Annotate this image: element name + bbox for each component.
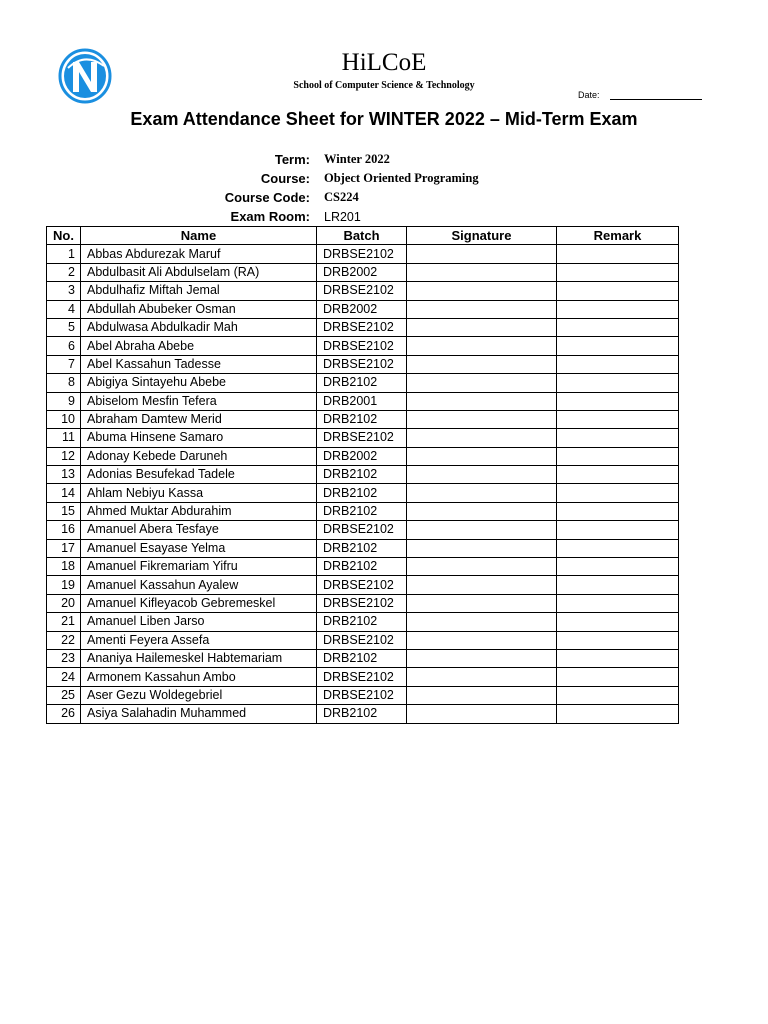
signature-cell bbox=[407, 355, 557, 373]
student-name: Amanuel Fikremariam Yifru bbox=[81, 558, 317, 576]
remark-cell bbox=[557, 668, 679, 686]
table-row bbox=[47, 558, 679, 576]
table-row bbox=[47, 484, 679, 502]
signature-cell bbox=[407, 447, 557, 465]
signature-cell bbox=[407, 521, 557, 539]
row-number: 2 bbox=[47, 263, 81, 281]
row-number: 14 bbox=[47, 484, 81, 502]
student-batch: DRB2102 bbox=[317, 466, 407, 484]
meta-label: Course: bbox=[260, 171, 310, 186]
student-batch: DRBSE2102 bbox=[317, 355, 407, 373]
student-batch: DRB2002 bbox=[317, 447, 407, 465]
student-name: Abel Abraha Abebe bbox=[81, 337, 317, 355]
row-number: 10 bbox=[47, 410, 81, 428]
student-name: Aser Gezu Woldegebriel bbox=[81, 686, 317, 704]
row-number: 3 bbox=[47, 282, 81, 300]
remark-cell bbox=[557, 374, 679, 392]
student-batch: DRB2001 bbox=[317, 392, 407, 410]
student-name: Abdullah Abubeker Osman bbox=[81, 300, 317, 318]
remark-cell bbox=[557, 539, 679, 557]
row-number: 18 bbox=[47, 558, 81, 576]
table-row bbox=[47, 502, 679, 520]
student-batch: DRB2102 bbox=[317, 484, 407, 502]
student-batch: DRBSE2102 bbox=[317, 576, 407, 594]
row-number: 19 bbox=[47, 576, 81, 594]
signature-cell bbox=[407, 705, 557, 723]
signature-cell bbox=[407, 502, 557, 520]
row-number: 1 bbox=[47, 245, 81, 263]
signature-cell bbox=[407, 668, 557, 686]
signature-cell bbox=[407, 558, 557, 576]
remark-cell bbox=[557, 355, 679, 373]
row-number: 4 bbox=[47, 300, 81, 318]
student-batch: DRB2002 bbox=[317, 300, 407, 318]
signature-cell bbox=[407, 337, 557, 355]
student-name: Amanuel Liben Jarso bbox=[81, 613, 317, 631]
student-batch: DRB2102 bbox=[317, 502, 407, 520]
row-number: 15 bbox=[47, 502, 81, 520]
row-number: 13 bbox=[47, 466, 81, 484]
row-number: 8 bbox=[47, 374, 81, 392]
student-name: Abuma Hinsene Samaro bbox=[81, 429, 317, 447]
student-name: Abbas Abdurezak Maruf bbox=[81, 245, 317, 263]
remark-cell bbox=[557, 686, 679, 704]
remark-cell bbox=[557, 594, 679, 612]
table-row bbox=[47, 318, 679, 336]
remark-cell bbox=[557, 282, 679, 300]
row-number: 21 bbox=[47, 613, 81, 631]
date-field bbox=[578, 90, 702, 100]
signature-cell bbox=[407, 594, 557, 612]
signature-cell bbox=[407, 631, 557, 649]
column-header-no: No. bbox=[47, 227, 81, 245]
student-batch: DRB2102 bbox=[317, 613, 407, 631]
column-header-remark: Remark bbox=[557, 227, 679, 245]
row-number: 9 bbox=[47, 392, 81, 410]
student-name: Adonay Kebede Daruneh bbox=[81, 447, 317, 465]
table-body bbox=[47, 245, 679, 723]
meta-value: Object Oriented Programing bbox=[324, 171, 479, 185]
column-header-name: Name bbox=[81, 227, 317, 245]
signature-cell bbox=[407, 374, 557, 392]
signature-cell bbox=[407, 318, 557, 336]
remark-cell bbox=[557, 576, 679, 594]
meta-value: LR201 bbox=[324, 209, 361, 224]
meta-course bbox=[150, 169, 550, 188]
table-row bbox=[47, 245, 679, 263]
remark-cell bbox=[557, 484, 679, 502]
remark-cell bbox=[557, 705, 679, 723]
student-name: Ananiya Hailemeskel Habtemariam bbox=[81, 649, 317, 667]
table-row bbox=[47, 521, 679, 539]
remark-cell bbox=[557, 263, 679, 281]
student-batch: DRB2102 bbox=[317, 558, 407, 576]
student-batch: DRBSE2102 bbox=[317, 282, 407, 300]
student-name: Abdulbasit Ali Abdulselam (RA) bbox=[81, 263, 317, 281]
remark-cell bbox=[557, 447, 679, 465]
student-batch: DRB2102 bbox=[317, 374, 407, 392]
row-number: 12 bbox=[47, 447, 81, 465]
table-row bbox=[47, 594, 679, 612]
table-row bbox=[47, 668, 679, 686]
table-row bbox=[47, 392, 679, 410]
student-name: Abdulhafiz Miftah Jemal bbox=[81, 282, 317, 300]
table-row bbox=[47, 337, 679, 355]
student-name: Abiselom Mesfin Tefera bbox=[81, 392, 317, 410]
column-header-signature: Signature bbox=[407, 227, 557, 245]
remark-cell bbox=[557, 245, 679, 263]
row-number: 11 bbox=[47, 429, 81, 447]
signature-cell bbox=[407, 613, 557, 631]
signature-cell bbox=[407, 539, 557, 557]
student-batch: DRBSE2102 bbox=[317, 594, 407, 612]
student-batch: DRB2102 bbox=[317, 410, 407, 428]
student-name: Abdulwasa Abdulkadir Mah bbox=[81, 318, 317, 336]
signature-cell bbox=[407, 484, 557, 502]
student-batch: DRBSE2102 bbox=[317, 337, 407, 355]
remark-cell bbox=[557, 502, 679, 520]
student-batch: DRBSE2102 bbox=[317, 318, 407, 336]
row-number: 6 bbox=[47, 337, 81, 355]
signature-cell bbox=[407, 429, 557, 447]
student-name: Amanuel Esayase Yelma bbox=[81, 539, 317, 557]
row-number: 16 bbox=[47, 521, 81, 539]
remark-cell bbox=[557, 466, 679, 484]
table-row bbox=[47, 613, 679, 631]
remark-cell bbox=[557, 410, 679, 428]
table-row bbox=[47, 686, 679, 704]
meta-label: Exam Room: bbox=[230, 209, 310, 224]
student-batch: DRB2102 bbox=[317, 649, 407, 667]
student-name: Adonias Besufekad Tadele bbox=[81, 466, 317, 484]
table-row bbox=[47, 410, 679, 428]
table-row bbox=[47, 466, 679, 484]
student-batch: DRB2102 bbox=[317, 705, 407, 723]
student-batch: DRB2002 bbox=[317, 263, 407, 281]
table-header-row bbox=[47, 227, 679, 245]
table-row bbox=[47, 576, 679, 594]
student-name: Ahmed Muktar Abdurahim bbox=[81, 502, 317, 520]
student-batch: DRBSE2102 bbox=[317, 631, 407, 649]
remark-cell bbox=[557, 649, 679, 667]
signature-cell bbox=[407, 282, 557, 300]
student-name: Amanuel Kifleyacob Gebremeskel bbox=[81, 594, 317, 612]
remark-cell bbox=[557, 392, 679, 410]
student-batch: DRBSE2102 bbox=[317, 668, 407, 686]
signature-cell bbox=[407, 300, 557, 318]
table-row bbox=[47, 374, 679, 392]
signature-cell bbox=[407, 686, 557, 704]
meta-value: Winter 2022 bbox=[324, 152, 390, 166]
student-batch: DRBSE2102 bbox=[317, 245, 407, 263]
row-number: 20 bbox=[47, 594, 81, 612]
remark-cell bbox=[557, 318, 679, 336]
student-name: Abel Kassahun Tadesse bbox=[81, 355, 317, 373]
org-name: HiLCoE bbox=[341, 49, 427, 76]
table-row bbox=[47, 705, 679, 723]
table-row bbox=[47, 263, 679, 281]
table-row bbox=[47, 631, 679, 649]
student-name: Abraham Damtew Merid bbox=[81, 410, 317, 428]
meta-value: CS224 bbox=[324, 190, 359, 204]
signature-cell bbox=[407, 576, 557, 594]
student-name: Armonem Kassahun Ambo bbox=[81, 668, 317, 686]
table-row bbox=[47, 649, 679, 667]
row-number: 25 bbox=[47, 686, 81, 704]
table-row bbox=[47, 447, 679, 465]
row-number: 17 bbox=[47, 539, 81, 557]
table-row bbox=[47, 539, 679, 557]
table-row bbox=[47, 355, 679, 373]
signature-cell bbox=[407, 263, 557, 281]
student-name: Amenti Feyera Assefa bbox=[81, 631, 317, 649]
row-number: 26 bbox=[47, 705, 81, 723]
signature-cell bbox=[407, 410, 557, 428]
student-batch: DRBSE2102 bbox=[317, 686, 407, 704]
table-row bbox=[47, 282, 679, 300]
remark-cell bbox=[557, 631, 679, 649]
org-subtitle: School of Computer Science & Technology bbox=[293, 80, 475, 91]
date-label: Date: bbox=[578, 90, 600, 100]
table-row bbox=[47, 429, 679, 447]
row-number: 22 bbox=[47, 631, 81, 649]
student-batch: DRB2102 bbox=[317, 539, 407, 557]
student-batch: DRBSE2102 bbox=[317, 521, 407, 539]
remark-cell bbox=[557, 558, 679, 576]
row-number: 7 bbox=[47, 355, 81, 373]
remark-cell bbox=[557, 300, 679, 318]
remark-cell bbox=[557, 613, 679, 631]
signature-cell bbox=[407, 649, 557, 667]
remark-cell bbox=[557, 521, 679, 539]
meta-course-code bbox=[150, 188, 550, 207]
remark-cell bbox=[557, 337, 679, 355]
row-number: 5 bbox=[47, 318, 81, 336]
student-name: Asiya Salahadin Muhammed bbox=[81, 705, 317, 723]
meta-exam-room bbox=[150, 207, 550, 226]
student-name: Amanuel Kassahun Ayalew bbox=[81, 576, 317, 594]
meta-term bbox=[150, 150, 550, 169]
student-batch: DRBSE2102 bbox=[317, 429, 407, 447]
signature-cell bbox=[407, 466, 557, 484]
column-header-batch: Batch bbox=[317, 227, 407, 245]
row-number: 23 bbox=[47, 649, 81, 667]
attendance-table bbox=[46, 226, 679, 724]
student-name: Abigiya Sintayehu Abebe bbox=[81, 374, 317, 392]
signature-cell bbox=[407, 245, 557, 263]
table-row bbox=[47, 300, 679, 318]
student-name: Ahlam Nebiyu Kassa bbox=[81, 484, 317, 502]
row-number: 24 bbox=[47, 668, 81, 686]
page-title: Exam Attendance Sheet for WINTER 2022 – Mid-Term Exam bbox=[130, 109, 638, 129]
remark-cell bbox=[557, 429, 679, 447]
date-blank-line bbox=[610, 91, 702, 100]
student-name: Amanuel Abera Tesfaye bbox=[81, 521, 317, 539]
signature-cell bbox=[407, 392, 557, 410]
meta-label: Term: bbox=[274, 152, 310, 167]
exam-meta bbox=[150, 150, 550, 226]
meta-label: Course Code: bbox=[224, 190, 310, 205]
